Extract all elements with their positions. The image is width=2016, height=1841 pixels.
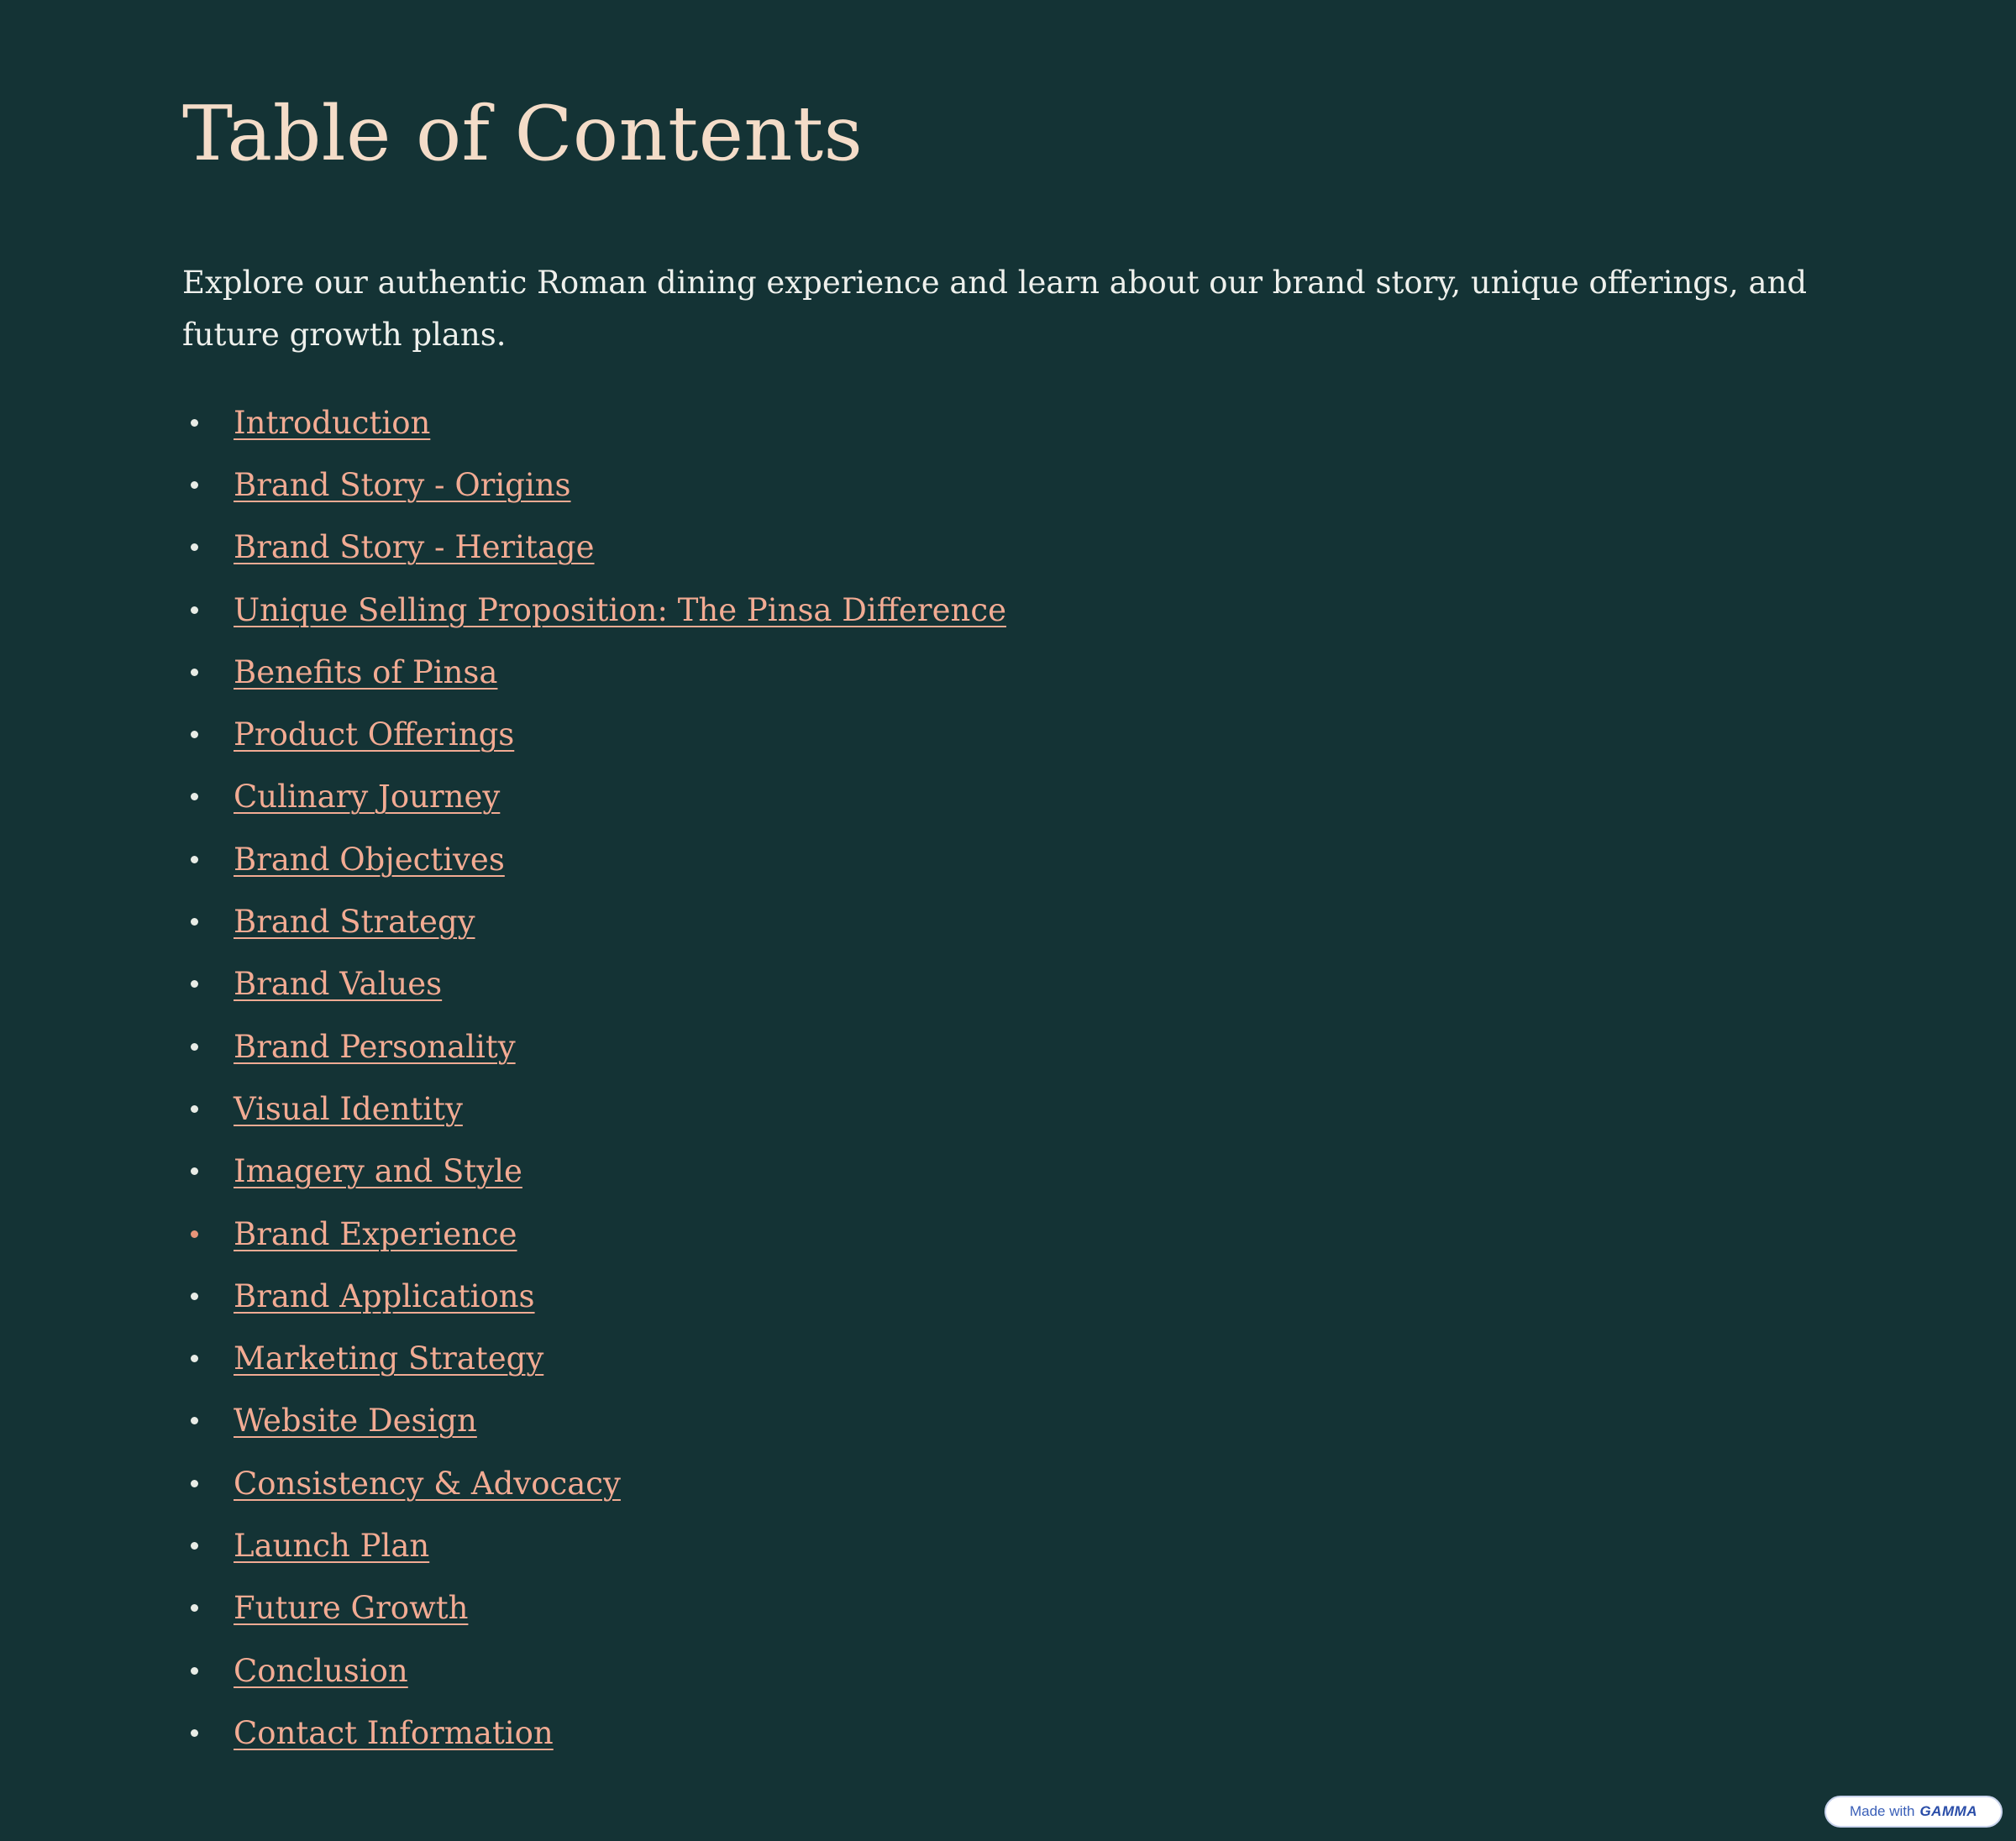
bullet-icon	[191, 1542, 198, 1550]
toc-link-benefits-of-pinsa[interactable]: Benefits of Pinsa	[234, 653, 498, 690]
toc-link-brand-story-origins[interactable]: Brand Story - Origins	[234, 466, 571, 503]
toc-link-brand-personality[interactable]: Brand Personality	[234, 1028, 516, 1065]
main-content	[182, 84, 1834, 1765]
toc-item	[182, 1265, 1834, 1327]
bullet-icon	[191, 481, 198, 489]
toc-link-brand-objectives[interactable]: Brand Objectives	[234, 841, 505, 878]
toc-item	[182, 1639, 1834, 1702]
toc-link-website-design[interactable]: Website Design	[234, 1403, 477, 1440]
toc-link-brand-strategy[interactable]: Brand Strategy	[234, 904, 475, 941]
toc-item	[182, 890, 1834, 952]
bullet-icon	[191, 1729, 198, 1737]
bullet-icon	[191, 543, 198, 551]
toc-link-contact-information[interactable]: Contact Information	[234, 1714, 554, 1751]
toc-list	[182, 391, 1834, 1765]
bullet-icon	[191, 1355, 198, 1362]
toc-item	[182, 641, 1834, 703]
toc-item	[182, 1702, 1834, 1764]
bullet-icon	[191, 669, 198, 676]
bullet-icon	[191, 419, 198, 427]
toc-item	[182, 391, 1834, 454]
toc-link-brand-values[interactable]: Brand Values	[234, 966, 443, 1003]
bullet-icon	[191, 918, 198, 926]
toc-item	[182, 1015, 1834, 1078]
intro-paragraph: Explore our authentic Roman dining experience and learn about our brand story, unique offerings, and future growth plans.	[182, 265, 1808, 353]
bullet-icon	[191, 1667, 198, 1675]
toc-item	[182, 1390, 1834, 1452]
toc-item	[182, 579, 1834, 641]
toc-link-imagery-and-style[interactable]: Imagery and Style	[234, 1153, 522, 1190]
toc-item	[182, 703, 1834, 765]
bullet-icon	[191, 1417, 198, 1424]
toc-link-introduction[interactable]: Introduction	[234, 404, 431, 441]
toc-item	[182, 766, 1834, 828]
toc-link-consistency-advocacy[interactable]: Consistency & Advocacy	[234, 1465, 621, 1502]
toc-link-brand-experience[interactable]: Brand Experience	[234, 1215, 517, 1252]
bullet-icon	[191, 856, 198, 863]
toc-link-conclusion[interactable]: Conclusion	[234, 1652, 408, 1689]
toc-link-marketing-strategy[interactable]: Marketing Strategy	[234, 1340, 544, 1377]
toc-item	[182, 1452, 1834, 1514]
toc-link-visual-identity[interactable]: Visual Identity	[234, 1090, 463, 1127]
toc-link-culinary-journey[interactable]: Culinary Journey	[234, 779, 501, 816]
bullet-icon	[191, 731, 198, 738]
toc-item	[182, 517, 1834, 579]
toc-item	[182, 1078, 1834, 1140]
page-title: Table of Contents	[182, 90, 864, 178]
toc-link-unique-selling-proposition[interactable]: Unique Selling Proposition: The Pinsa Difference	[234, 591, 1006, 628]
toc-item	[182, 953, 1834, 1015]
toc-link-launch-plan[interactable]: Launch Plan	[234, 1527, 430, 1564]
toc-link-product-offerings[interactable]: Product Offerings	[234, 716, 515, 753]
toc-link-future-growth[interactable]: Future Growth	[234, 1590, 469, 1627]
gamma-logo: GAMMA	[1919, 1803, 1978, 1819]
toc-item	[182, 1514, 1834, 1576]
bullet-icon	[191, 1293, 198, 1300]
bullet-icon	[191, 1167, 198, 1175]
made-with-gamma-badge[interactable]	[1824, 1796, 2003, 1828]
bullet-icon	[191, 606, 198, 614]
bullet-icon	[191, 1480, 198, 1487]
bullet-icon	[191, 1105, 198, 1113]
toc-link-brand-story-heritage[interactable]: Brand Story - Heritage	[234, 529, 595, 566]
bullet-icon	[191, 980, 198, 988]
toc-link-brand-applications[interactable]: Brand Applications	[234, 1277, 535, 1314]
bullet-icon	[191, 1604, 198, 1612]
bullet-icon	[191, 1230, 198, 1238]
toc-item	[182, 1327, 1834, 1389]
toc-item	[182, 454, 1834, 516]
toc-item	[182, 828, 1834, 890]
toc-item	[182, 1577, 1834, 1639]
badge-prefix: Made with	[1849, 1803, 1915, 1819]
bullet-icon	[191, 1043, 198, 1051]
bullet-icon	[191, 793, 198, 800]
toc-item	[182, 1141, 1834, 1203]
toc-item	[182, 1203, 1834, 1265]
